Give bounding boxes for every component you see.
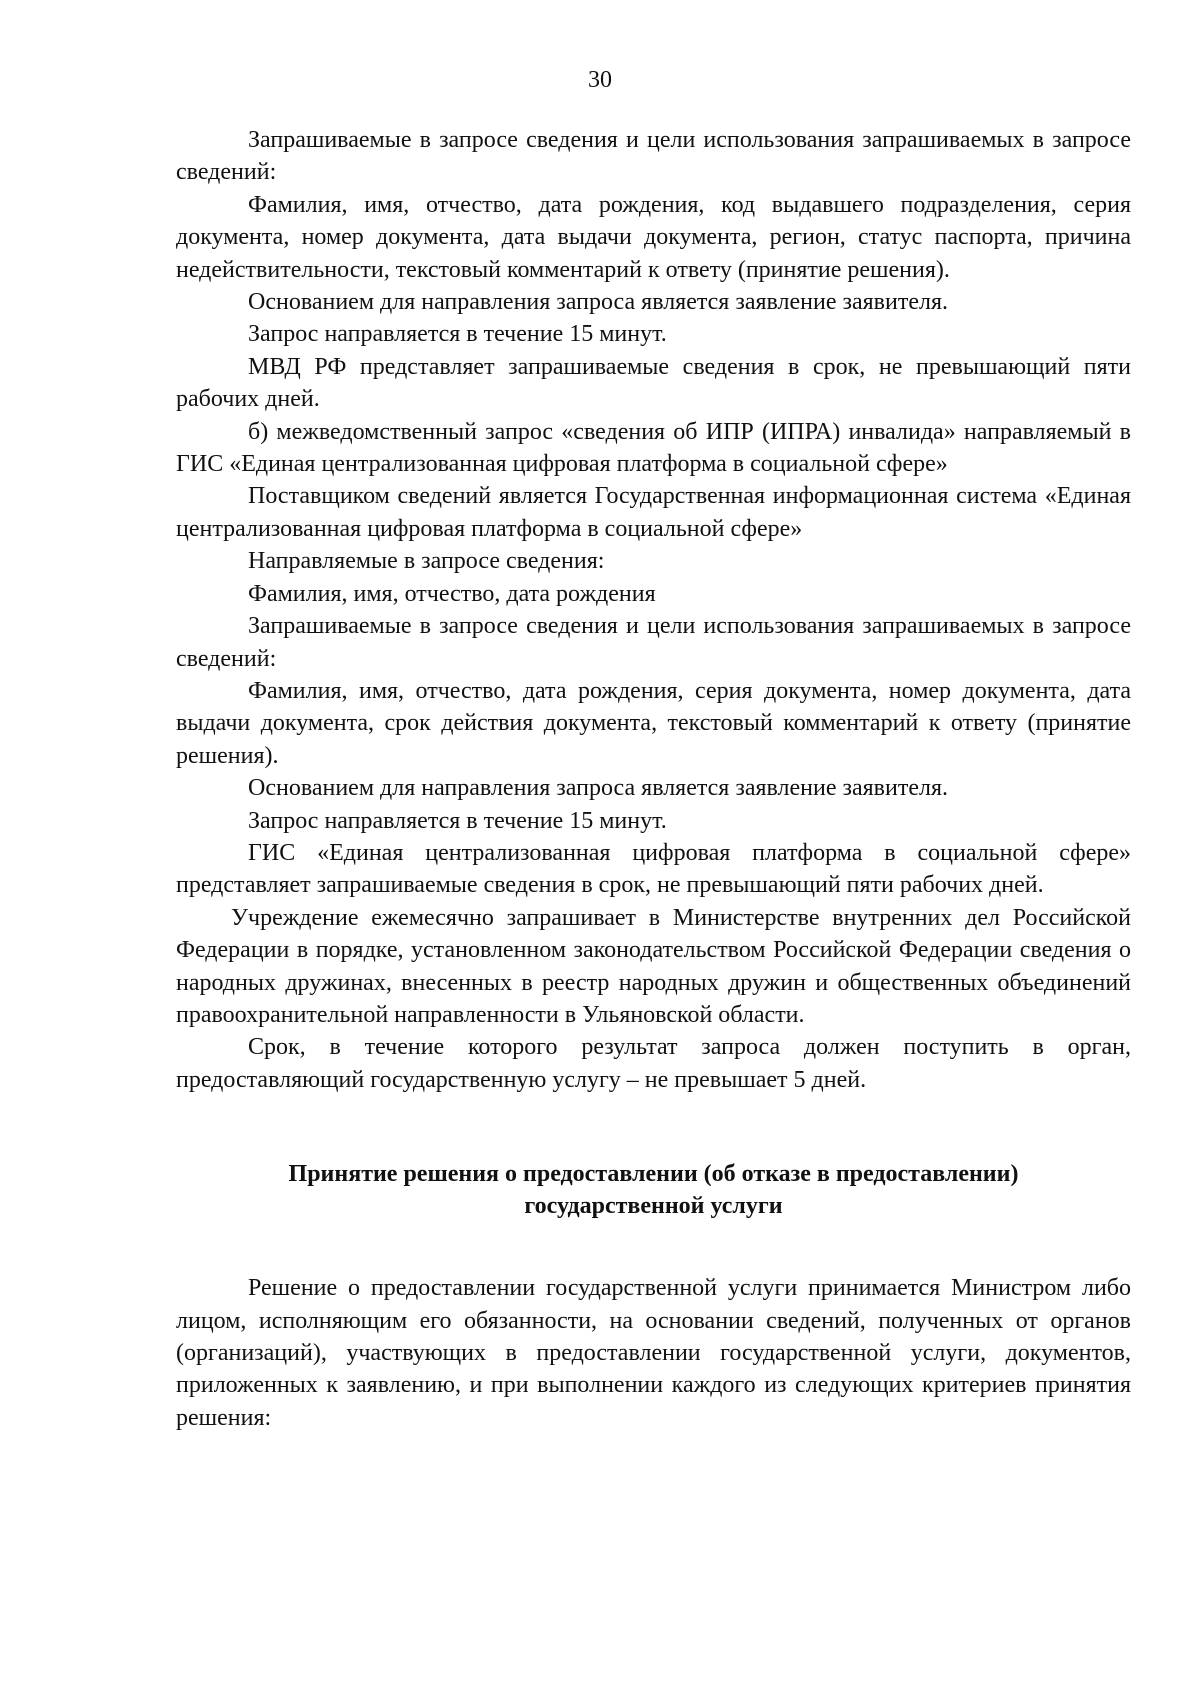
paragraph: Основанием для направления запроса является заявление заявителя. bbox=[248, 289, 949, 316]
paragraph: МВД РФ представляет запрашиваемые сведения в срок, не превышающий пяти рабочих дней. bbox=[176, 353, 1131, 413]
paragraph: Запрос направляется в течение 15 минут. bbox=[248, 321, 667, 348]
section-heading-line: Принятие решения о предоставлении (об отказе в предоставлении) bbox=[288, 1161, 1019, 1188]
paragraph: Срок, в течение которого результат запроса должен поступить в орган, предоставляющий государственную услугу – не превышает 5 дней. bbox=[176, 1034, 1131, 1093]
paragraph: Запрашиваемые в запросе сведения и цели использования запрашиваемых в запросе сведений: bbox=[176, 613, 1131, 672]
paragraph: Основанием для направления запроса является заявление заявителя. bbox=[248, 775, 949, 802]
section-heading bbox=[176, 1158, 1131, 1222]
paragraph: Учреждение ежемесячно запрашивает в Министерстве внутренних дел Российской Федерации в порядке, установленном законодательством Российской Федерации сведения о народных дружинах, внесенных в реестр народных дружин и общественных объединений правоохранительной направленности в Ульяновской области. bbox=[176, 904, 1131, 1028]
paragraph: Направляемые в запросе сведения: bbox=[248, 548, 605, 575]
paragraph: ГИС «Единая централизованная цифровая платформа в социальной сфере» представляет запрашиваемые сведения в срок, не превышающий пяти рабочих дней. bbox=[176, 839, 1131, 899]
page-number: 30 bbox=[588, 67, 612, 93]
paragraph: Запрашиваемые в запросе сведения и цели использования запрашиваемых в запросе сведений: bbox=[176, 127, 1131, 186]
paragraph: Фамилия, имя, отчество, дата рождения, серия документа, номер документа, дата выдачи документа, срок действия документа, текстовый комментарий к ответу (принятие решения). bbox=[176, 677, 1131, 769]
section-heading-line: государственной услуги bbox=[524, 1193, 783, 1220]
paragraph: б) межведомственный запрос «сведения об ИПР (ИПРА) инвалида» направляемый в ГИС «Единая централизованная цифровая платформа в социальной сфере» bbox=[176, 418, 1131, 478]
paragraph: Решение о предоставлении государственной услуги принимается Министром либо лицом, исполняющим его обязанности, на основании сведений, полученных от органов (организаций), участвующих в предоставлении государственной услуги, документов, приложенных к заявлению, и при выполнении каждого из следующих критериев принятия решения: bbox=[176, 1275, 1131, 1431]
document-body bbox=[176, 124, 1131, 1434]
paragraph: Запрос направляется в течение 15 минут. bbox=[248, 807, 667, 834]
paragraph: Фамилия, имя, отчество, дата рождения, код выдавшего подразделения, серия документа, номер документа, дата выдачи документа, регион, статус паспорта, причина недействительности, текстовый комментарий к ответу (принятие решения). bbox=[176, 191, 1131, 283]
paragraph: Фамилия, имя, отчество, дата рождения bbox=[248, 580, 656, 607]
paragraph: Поставщиком сведений является Государственная информационная система «Единая централизованная цифровая платформа в социальной сфере» bbox=[176, 483, 1131, 542]
